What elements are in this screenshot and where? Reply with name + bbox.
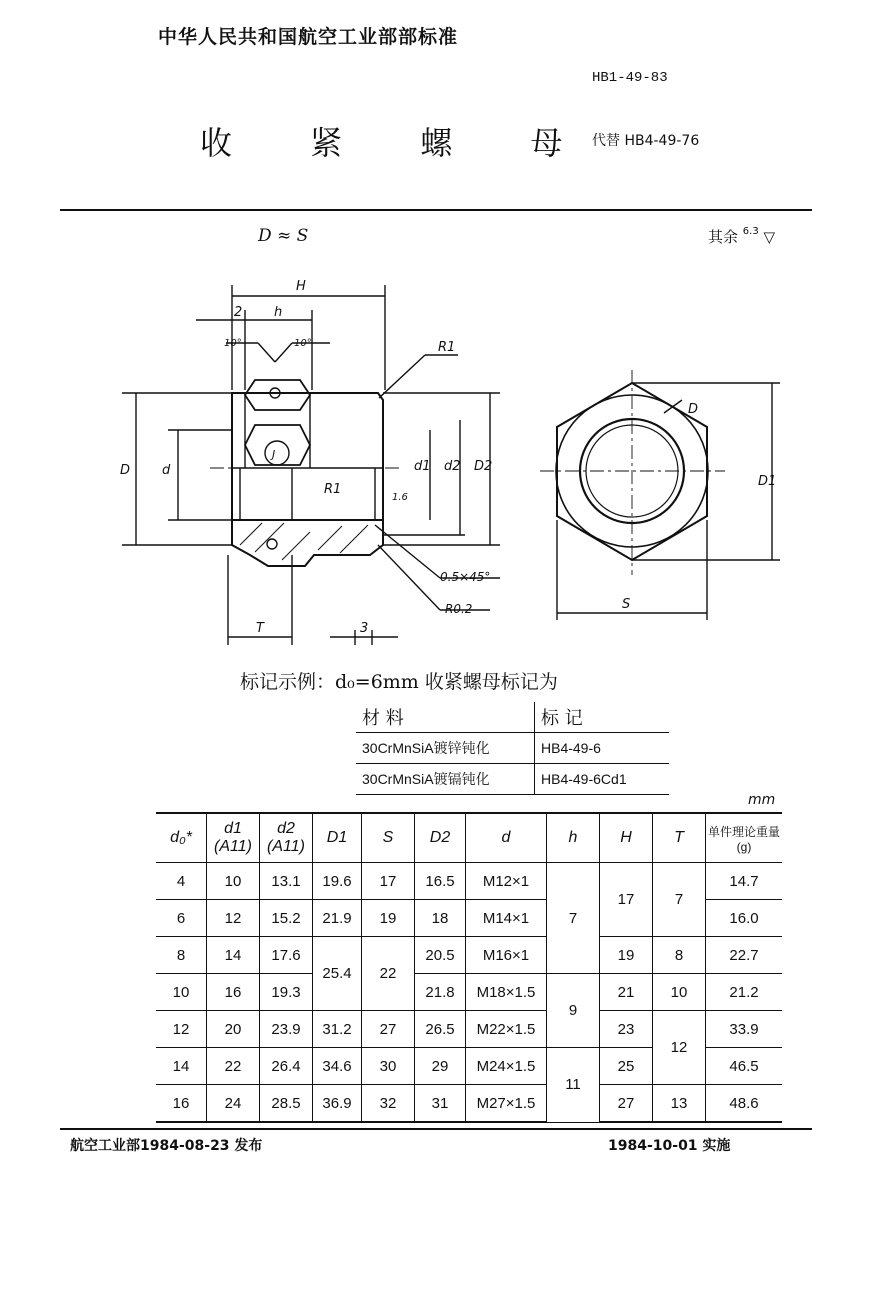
cell-d: M12×1 xyxy=(466,863,547,900)
marking-cell: HB4-49-6 xyxy=(535,733,670,764)
cell-T: 12 xyxy=(653,1011,706,1085)
table-row xyxy=(356,764,669,795)
cell-weight: 16.0 xyxy=(706,900,783,937)
material-cell: 30CrMnSiA镀镉钝化 xyxy=(356,764,535,795)
cell-d1: 14 xyxy=(207,937,260,974)
cell-d0: 8 xyxy=(156,937,207,974)
cell-d2: 13.1 xyxy=(260,863,313,900)
dimension-table xyxy=(156,812,782,1123)
cell-d0: 6 xyxy=(156,900,207,937)
label-D1: D1 xyxy=(758,474,777,489)
cell-weight: 33.9 xyxy=(706,1011,783,1048)
cell-d2: 23.9 xyxy=(260,1011,313,1048)
label-d1: d1 xyxy=(414,459,431,474)
cell-d: M14×1 xyxy=(466,900,547,937)
table-row xyxy=(356,733,669,764)
cell-H: 25 xyxy=(600,1048,653,1085)
label-D2: D2 xyxy=(474,459,493,474)
cell-D1: 21.9 xyxy=(313,900,362,937)
cell-d0: 12 xyxy=(156,1011,207,1048)
label-angle-right: 10° xyxy=(294,338,312,349)
col-D2: D2 xyxy=(415,813,466,863)
cell-D1: 31.2 xyxy=(313,1011,362,1048)
roughness-label: 其余 xyxy=(708,228,739,246)
material-cell: 30CrMnSiA镀锌钝化 xyxy=(356,733,535,764)
label-D: D xyxy=(120,463,131,478)
cell-h: 9 xyxy=(547,974,600,1048)
label-chamfer: 0.5×45° xyxy=(440,570,491,584)
cell-D1: 36.9 xyxy=(313,1085,362,1123)
label-h: h xyxy=(274,305,283,320)
label-R1-mid: R1 xyxy=(324,482,342,497)
cell-D2: 26.5 xyxy=(415,1011,466,1048)
header-rule xyxy=(60,209,812,211)
label-d2: d2 xyxy=(444,459,461,474)
issuing-authority: 中华人民共和国航空工业部部标准 xyxy=(158,26,459,48)
col-d: d xyxy=(466,813,547,863)
col-S: S xyxy=(362,813,415,863)
replaces-standard: 代替 HB4-49-76 xyxy=(592,133,700,149)
cell-D2: 21.8 xyxy=(415,974,466,1011)
roughness-symbol-icon: ▽ xyxy=(763,228,776,246)
document-title: 收 紧 螺 母 xyxy=(200,124,597,162)
table-row xyxy=(156,863,782,900)
cell-S: 30 xyxy=(362,1048,415,1085)
cell-d0: 16 xyxy=(156,1085,207,1123)
marking-example-table xyxy=(356,702,669,795)
cell-H: 21 xyxy=(600,974,653,1011)
header-material: 材 料 xyxy=(356,702,535,733)
cell-S: 19 xyxy=(362,900,415,937)
cell-d: M22×1.5 xyxy=(466,1011,547,1048)
col-T: T xyxy=(653,813,706,863)
marking-example-title: 标记示例：d₀=6mm 收紧螺母标记为 xyxy=(240,671,558,693)
label-3: 3 xyxy=(360,621,369,636)
cell-D1: 19.6 xyxy=(313,863,362,900)
cell-d1: 16 xyxy=(207,974,260,1011)
end-view xyxy=(540,370,780,620)
label-H: H xyxy=(296,279,306,294)
cell-d2: 19.3 xyxy=(260,974,313,1011)
cell-d2: 15.2 xyxy=(260,900,313,937)
cell-S: 27 xyxy=(362,1011,415,1048)
effective-date: 1984-10-01 实施 xyxy=(608,1138,731,1154)
marking-cell: HB4-49-6Cd1 xyxy=(535,764,670,795)
label-R0-2: R0.2 xyxy=(445,602,473,616)
cell-D1: 25.4 xyxy=(313,937,362,1011)
cell-H: 19 xyxy=(600,937,653,974)
col-d2: d2 (A11) xyxy=(260,813,313,863)
header-marking: 标 记 xyxy=(535,702,670,733)
standard-code: HB1-49-83 xyxy=(592,70,668,86)
cell-d1: 20 xyxy=(207,1011,260,1048)
col-H: H xyxy=(600,813,653,863)
cell-D2: 18 xyxy=(415,900,466,937)
cell-D2: 16.5 xyxy=(415,863,466,900)
table-row xyxy=(156,937,782,974)
label-2: 2 xyxy=(234,305,243,320)
cell-D2: 29 xyxy=(415,1048,466,1085)
cell-S: 32 xyxy=(362,1085,415,1123)
cell-d1: 10 xyxy=(207,863,260,900)
col-d1: d1 (A11) xyxy=(207,813,260,863)
diameter-condition: D ≈ S xyxy=(258,226,309,246)
col-h: h xyxy=(547,813,600,863)
cell-H: 23 xyxy=(600,1011,653,1048)
cell-D2: 20.5 xyxy=(415,937,466,974)
cell-T: 8 xyxy=(653,937,706,974)
roughness-value: 6.3 xyxy=(742,226,759,237)
label-d: d xyxy=(162,463,171,478)
cell-weight: 21.2 xyxy=(706,974,783,1011)
cell-d0: 4 xyxy=(156,863,207,900)
label-angle-left: 10° xyxy=(224,338,242,349)
cell-d: M18×1.5 xyxy=(466,974,547,1011)
cell-h: 11 xyxy=(547,1048,600,1123)
cell-d1: 12 xyxy=(207,900,260,937)
footer-rule xyxy=(60,1128,812,1130)
cell-T: 7 xyxy=(653,863,706,937)
cell-d0: 14 xyxy=(156,1048,207,1085)
label-S: S xyxy=(622,597,631,612)
col-D1: D1 xyxy=(313,813,362,863)
cell-weight: 46.5 xyxy=(706,1048,783,1085)
cell-d2: 26.4 xyxy=(260,1048,313,1085)
label-surface-1-6: 1.6 xyxy=(392,492,408,503)
issue-date: 航空工业部1984-08-23 发布 xyxy=(70,1138,263,1154)
table-row xyxy=(156,1085,782,1123)
cell-weight: 48.6 xyxy=(706,1085,783,1123)
cell-D1: 34.6 xyxy=(313,1048,362,1085)
roughness-note xyxy=(708,226,775,247)
unit-label: mm xyxy=(748,792,776,808)
col-d0: d₀* xyxy=(156,813,207,863)
cell-d1: 22 xyxy=(207,1048,260,1085)
label-J: J xyxy=(272,448,276,461)
cell-weight: 14.7 xyxy=(706,863,783,900)
cell-d0: 10 xyxy=(156,974,207,1011)
cell-S: 17 xyxy=(362,863,415,900)
cell-d2: 28.5 xyxy=(260,1085,313,1123)
cell-H: 27 xyxy=(600,1085,653,1123)
technical-drawing xyxy=(0,270,874,660)
cell-weight: 22.7 xyxy=(706,937,783,974)
cell-d1: 24 xyxy=(207,1085,260,1123)
table-row xyxy=(156,1011,782,1048)
label-T: T xyxy=(256,621,264,636)
label-end-D: D xyxy=(688,402,699,417)
col-weight: 单件理论重量(g) xyxy=(706,813,783,863)
cell-D2: 31 xyxy=(415,1085,466,1123)
cell-d: M24×1.5 xyxy=(466,1048,547,1085)
cell-H: 17 xyxy=(600,863,653,937)
cell-d: M27×1.5 xyxy=(466,1085,547,1123)
cell-T: 13 xyxy=(653,1085,706,1123)
cell-S: 22 xyxy=(362,937,415,1011)
label-R1-top: R1 xyxy=(438,340,456,355)
cell-T: 10 xyxy=(653,974,706,1011)
cell-d: M16×1 xyxy=(466,937,547,974)
cell-d2: 17.6 xyxy=(260,937,313,974)
table-row xyxy=(156,974,782,1011)
cell-h: 7 xyxy=(547,863,600,974)
